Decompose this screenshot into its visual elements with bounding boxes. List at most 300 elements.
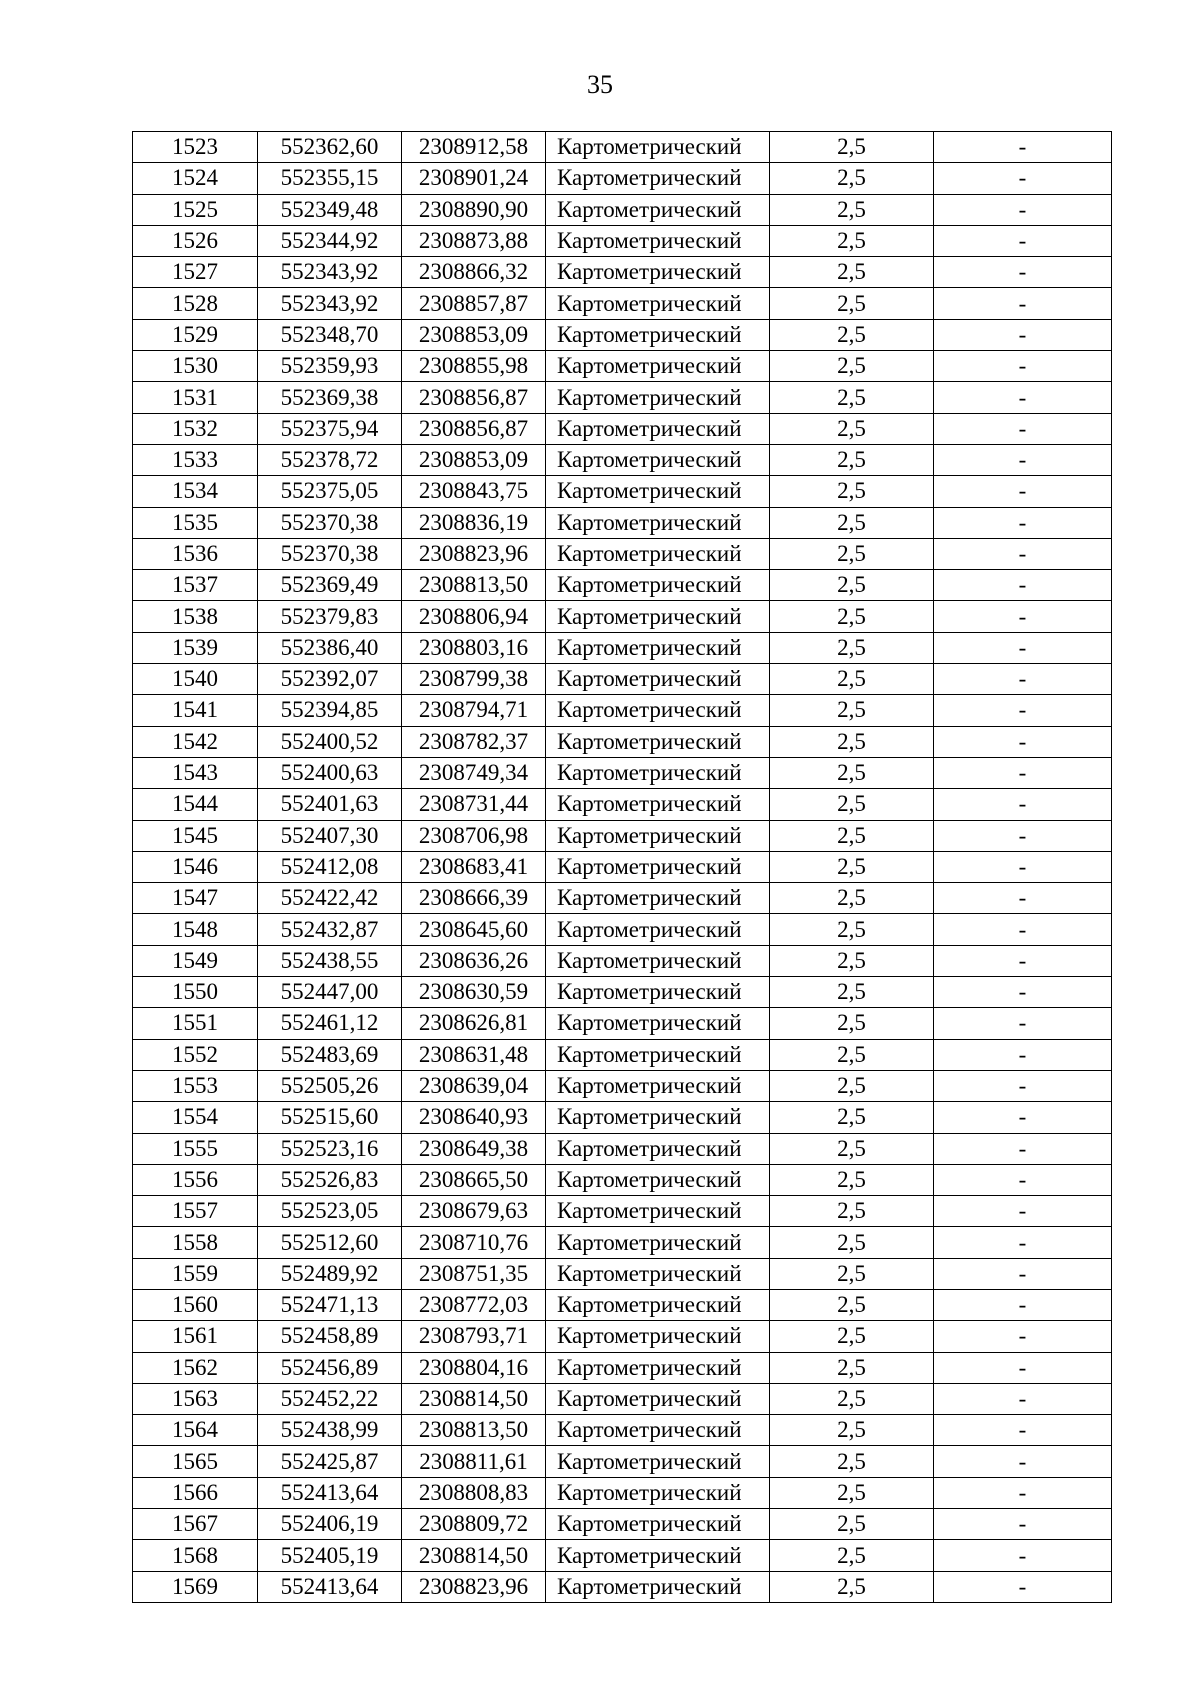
table-row (133, 413, 1112, 444)
x-coordinate-cell: 552438,55 (258, 945, 402, 976)
y-coordinate-cell: 2308640,93 (402, 1102, 546, 1133)
description-cell: - (934, 883, 1112, 914)
method-cell: Картометрический (546, 1446, 770, 1477)
accuracy-cell: 2,5 (770, 851, 934, 882)
point-number-cell: 1567 (133, 1509, 258, 1540)
table-row (133, 789, 1112, 820)
x-coordinate-cell: 552432,87 (258, 914, 402, 945)
table-row (133, 351, 1112, 382)
point-number-cell: 1533 (133, 444, 258, 475)
point-number-cell: 1557 (133, 1196, 258, 1227)
accuracy-cell: 2,5 (770, 351, 934, 382)
accuracy-cell: 2,5 (770, 413, 934, 444)
description-cell: - (934, 632, 1112, 663)
table-row (133, 1383, 1112, 1414)
method-cell: Картометрический (546, 726, 770, 757)
accuracy-cell: 2,5 (770, 757, 934, 788)
method-cell: Картометрический (546, 695, 770, 726)
point-number-cell: 1556 (133, 1164, 258, 1195)
point-number-cell: 1542 (133, 726, 258, 757)
accuracy-cell: 2,5 (770, 883, 934, 914)
table-row (133, 1196, 1112, 1227)
point-number-cell: 1562 (133, 1352, 258, 1383)
point-number-cell: 1538 (133, 601, 258, 632)
point-number-cell: 1528 (133, 288, 258, 319)
accuracy-cell: 2,5 (770, 695, 934, 726)
y-coordinate-cell: 2308794,71 (402, 695, 546, 726)
x-coordinate-cell: 552379,83 (258, 601, 402, 632)
method-cell: Картометрический (546, 1227, 770, 1258)
method-cell: Картометрический (546, 194, 770, 225)
table-row (133, 1164, 1112, 1195)
description-cell: - (934, 1321, 1112, 1352)
method-cell: Картометрический (546, 945, 770, 976)
description-cell: - (934, 664, 1112, 695)
point-number-cell: 1527 (133, 257, 258, 288)
y-coordinate-cell: 2308813,50 (402, 570, 546, 601)
description-cell: - (934, 1540, 1112, 1571)
y-coordinate-cell: 2308631,48 (402, 1039, 546, 1070)
coordinates-table (132, 131, 1112, 1603)
accuracy-cell: 2,5 (770, 382, 934, 413)
x-coordinate-cell: 552362,60 (258, 132, 402, 163)
point-number-cell: 1526 (133, 225, 258, 256)
description-cell: - (934, 288, 1112, 319)
method-cell: Картометрический (546, 757, 770, 788)
description-cell: - (934, 977, 1112, 1008)
y-coordinate-cell: 2308823,96 (402, 538, 546, 569)
description-cell: - (934, 413, 1112, 444)
table-row (133, 726, 1112, 757)
y-coordinate-cell: 2308855,98 (402, 351, 546, 382)
table-row (133, 914, 1112, 945)
point-number-cell: 1565 (133, 1446, 258, 1477)
description-cell: - (934, 851, 1112, 882)
method-cell: Картометрический (546, 1258, 770, 1289)
y-coordinate-cell: 2308806,94 (402, 601, 546, 632)
description-cell: - (934, 257, 1112, 288)
method-cell: Картометрический (546, 163, 770, 194)
accuracy-cell: 2,5 (770, 194, 934, 225)
x-coordinate-cell: 552425,87 (258, 1446, 402, 1477)
point-number-cell: 1544 (133, 789, 258, 820)
x-coordinate-cell: 552407,30 (258, 820, 402, 851)
description-cell: - (934, 757, 1112, 788)
method-cell: Картометрический (546, 883, 770, 914)
method-cell: Картометрический (546, 1540, 770, 1571)
point-number-cell: 1552 (133, 1039, 258, 1070)
description-cell: - (934, 1164, 1112, 1195)
x-coordinate-cell: 552394,85 (258, 695, 402, 726)
point-number-cell: 1539 (133, 632, 258, 663)
point-number-cell: 1549 (133, 945, 258, 976)
point-number-cell: 1537 (133, 570, 258, 601)
x-coordinate-cell: 552406,19 (258, 1509, 402, 1540)
table-row (133, 538, 1112, 569)
x-coordinate-cell: 552461,12 (258, 1008, 402, 1039)
accuracy-cell: 2,5 (770, 1258, 934, 1289)
table-row (133, 601, 1112, 632)
accuracy-cell: 2,5 (770, 1102, 934, 1133)
method-cell: Картометрический (546, 1383, 770, 1414)
y-coordinate-cell: 2308636,26 (402, 945, 546, 976)
y-coordinate-cell: 2308706,98 (402, 820, 546, 851)
description-cell: - (934, 914, 1112, 945)
point-number-cell: 1548 (133, 914, 258, 945)
accuracy-cell: 2,5 (770, 632, 934, 663)
method-cell: Картометрический (546, 851, 770, 882)
method-cell: Картометрический (546, 977, 770, 1008)
y-coordinate-cell: 2308836,19 (402, 507, 546, 538)
accuracy-cell: 2,5 (770, 1039, 934, 1070)
accuracy-cell: 2,5 (770, 789, 934, 820)
x-coordinate-cell: 552348,70 (258, 319, 402, 350)
y-coordinate-cell: 2308710,76 (402, 1227, 546, 1258)
method-cell: Картометрический (546, 1102, 770, 1133)
description-cell: - (934, 789, 1112, 820)
table-row (133, 225, 1112, 256)
y-coordinate-cell: 2308639,04 (402, 1070, 546, 1101)
accuracy-cell: 2,5 (770, 1446, 934, 1477)
x-coordinate-cell: 552471,13 (258, 1289, 402, 1320)
x-coordinate-cell: 552405,19 (258, 1540, 402, 1571)
accuracy-cell: 2,5 (770, 1008, 934, 1039)
point-number-cell: 1530 (133, 351, 258, 382)
method-cell: Картометрический (546, 1164, 770, 1195)
table-row (133, 1352, 1112, 1383)
accuracy-cell: 2,5 (770, 570, 934, 601)
y-coordinate-cell: 2308649,38 (402, 1133, 546, 1164)
description-cell: - (934, 1008, 1112, 1039)
x-coordinate-cell: 552370,38 (258, 507, 402, 538)
y-coordinate-cell: 2308804,16 (402, 1352, 546, 1383)
method-cell: Картометрический (546, 1415, 770, 1446)
y-coordinate-cell: 2308665,50 (402, 1164, 546, 1195)
method-cell: Картометрический (546, 257, 770, 288)
description-cell: - (934, 1196, 1112, 1227)
description-cell: - (934, 1070, 1112, 1101)
description-cell: - (934, 1352, 1112, 1383)
method-cell: Картометрический (546, 570, 770, 601)
y-coordinate-cell: 2308823,96 (402, 1571, 546, 1602)
table-row (133, 695, 1112, 726)
x-coordinate-cell: 552355,15 (258, 163, 402, 194)
accuracy-cell: 2,5 (770, 163, 934, 194)
x-coordinate-cell: 552400,63 (258, 757, 402, 788)
description-cell: - (934, 1509, 1112, 1540)
point-number-cell: 1568 (133, 1540, 258, 1571)
y-coordinate-cell: 2308799,38 (402, 664, 546, 695)
y-coordinate-cell: 2308683,41 (402, 851, 546, 882)
x-coordinate-cell: 552392,07 (258, 664, 402, 695)
method-cell: Картометрический (546, 132, 770, 163)
point-number-cell: 1531 (133, 382, 258, 413)
method-cell: Картометрический (546, 1039, 770, 1070)
x-coordinate-cell: 552344,92 (258, 225, 402, 256)
accuracy-cell: 2,5 (770, 601, 934, 632)
description-cell: - (934, 1446, 1112, 1477)
point-number-cell: 1541 (133, 695, 258, 726)
accuracy-cell: 2,5 (770, 1227, 934, 1258)
description-cell: - (934, 382, 1112, 413)
point-number-cell: 1560 (133, 1289, 258, 1320)
y-coordinate-cell: 2308630,59 (402, 977, 546, 1008)
x-coordinate-cell: 552343,92 (258, 257, 402, 288)
description-cell: - (934, 570, 1112, 601)
accuracy-cell: 2,5 (770, 1289, 934, 1320)
description-cell: - (934, 476, 1112, 507)
y-coordinate-cell: 2308890,90 (402, 194, 546, 225)
point-number-cell: 1540 (133, 664, 258, 695)
method-cell: Картометрический (546, 914, 770, 945)
table-row (133, 851, 1112, 882)
description-cell: - (934, 726, 1112, 757)
point-number-cell: 1566 (133, 1477, 258, 1508)
description-cell: - (934, 132, 1112, 163)
x-coordinate-cell: 552523,16 (258, 1133, 402, 1164)
description-cell: - (934, 351, 1112, 382)
description-cell: - (934, 319, 1112, 350)
point-number-cell: 1534 (133, 476, 258, 507)
x-coordinate-cell: 552412,08 (258, 851, 402, 882)
x-coordinate-cell: 552452,22 (258, 1383, 402, 1414)
point-number-cell: 1524 (133, 163, 258, 194)
table-row (133, 163, 1112, 194)
x-coordinate-cell: 552369,38 (258, 382, 402, 413)
y-coordinate-cell: 2308853,09 (402, 444, 546, 475)
description-cell: - (934, 194, 1112, 225)
y-coordinate-cell: 2308809,72 (402, 1509, 546, 1540)
method-cell: Картометрический (546, 664, 770, 695)
accuracy-cell: 2,5 (770, 1070, 934, 1101)
accuracy-cell: 2,5 (770, 914, 934, 945)
y-coordinate-cell: 2308901,24 (402, 163, 546, 194)
y-coordinate-cell: 2308856,87 (402, 382, 546, 413)
description-cell: - (934, 1133, 1112, 1164)
x-coordinate-cell: 552438,99 (258, 1415, 402, 1446)
y-coordinate-cell: 2308782,37 (402, 726, 546, 757)
method-cell: Картометрический (546, 601, 770, 632)
table-row (133, 288, 1112, 319)
point-number-cell: 1529 (133, 319, 258, 350)
point-number-cell: 1569 (133, 1571, 258, 1602)
description-cell: - (934, 1102, 1112, 1133)
method-cell: Картометрический (546, 319, 770, 350)
table-row (133, 1039, 1112, 1070)
description-cell: - (934, 601, 1112, 632)
x-coordinate-cell: 552378,72 (258, 444, 402, 475)
accuracy-cell: 2,5 (770, 538, 934, 569)
method-cell: Картометрический (546, 225, 770, 256)
x-coordinate-cell: 552413,64 (258, 1477, 402, 1508)
point-number-cell: 1545 (133, 820, 258, 851)
x-coordinate-cell: 552523,05 (258, 1196, 402, 1227)
y-coordinate-cell: 2308793,71 (402, 1321, 546, 1352)
point-number-cell: 1553 (133, 1070, 258, 1101)
x-coordinate-cell: 552483,69 (258, 1039, 402, 1070)
accuracy-cell: 2,5 (770, 1509, 934, 1540)
x-coordinate-cell: 552447,00 (258, 977, 402, 1008)
y-coordinate-cell: 2308811,61 (402, 1446, 546, 1477)
accuracy-cell: 2,5 (770, 225, 934, 256)
y-coordinate-cell: 2308813,50 (402, 1415, 546, 1446)
accuracy-cell: 2,5 (770, 945, 934, 976)
accuracy-cell: 2,5 (770, 1540, 934, 1571)
method-cell: Картометрический (546, 820, 770, 851)
y-coordinate-cell: 2308803,16 (402, 632, 546, 663)
point-number-cell: 1554 (133, 1102, 258, 1133)
y-coordinate-cell: 2308645,60 (402, 914, 546, 945)
table-row (133, 132, 1112, 163)
accuracy-cell: 2,5 (770, 476, 934, 507)
accuracy-cell: 2,5 (770, 1321, 934, 1352)
x-coordinate-cell: 552505,26 (258, 1070, 402, 1101)
method-cell: Картометрический (546, 413, 770, 444)
description-cell: - (934, 1289, 1112, 1320)
y-coordinate-cell: 2308814,50 (402, 1540, 546, 1571)
method-cell: Картометрический (546, 1352, 770, 1383)
y-coordinate-cell: 2308626,81 (402, 1008, 546, 1039)
point-number-cell: 1559 (133, 1258, 258, 1289)
table-row (133, 1446, 1112, 1477)
point-number-cell: 1535 (133, 507, 258, 538)
table-row (133, 1070, 1112, 1101)
method-cell: Картометрический (546, 288, 770, 319)
x-coordinate-cell: 552512,60 (258, 1227, 402, 1258)
y-coordinate-cell: 2308853,09 (402, 319, 546, 350)
table-row (133, 194, 1112, 225)
description-cell: - (934, 507, 1112, 538)
accuracy-cell: 2,5 (770, 1415, 934, 1446)
point-number-cell: 1543 (133, 757, 258, 788)
accuracy-cell: 2,5 (770, 132, 934, 163)
point-number-cell: 1547 (133, 883, 258, 914)
description-cell: - (934, 444, 1112, 475)
point-number-cell: 1561 (133, 1321, 258, 1352)
y-coordinate-cell: 2308749,34 (402, 757, 546, 788)
x-coordinate-cell: 552401,63 (258, 789, 402, 820)
table-row (133, 632, 1112, 663)
table-row (133, 1321, 1112, 1352)
x-coordinate-cell: 552456,89 (258, 1352, 402, 1383)
description-cell: - (934, 163, 1112, 194)
method-cell: Картометрический (546, 1571, 770, 1602)
method-cell: Картометрический (546, 632, 770, 663)
method-cell: Картометрический (546, 351, 770, 382)
method-cell: Картометрический (546, 1509, 770, 1540)
method-cell: Картометрический (546, 1008, 770, 1039)
table-row (133, 1133, 1112, 1164)
description-cell: - (934, 1415, 1112, 1446)
x-coordinate-cell: 552526,83 (258, 1164, 402, 1195)
description-cell: - (934, 1258, 1112, 1289)
point-number-cell: 1550 (133, 977, 258, 1008)
table-row (133, 476, 1112, 507)
accuracy-cell: 2,5 (770, 1133, 934, 1164)
description-cell: - (934, 1571, 1112, 1602)
description-cell: - (934, 1227, 1112, 1258)
y-coordinate-cell: 2308912,58 (402, 132, 546, 163)
description-cell: - (934, 1383, 1112, 1414)
x-coordinate-cell: 552489,92 (258, 1258, 402, 1289)
accuracy-cell: 2,5 (770, 1196, 934, 1227)
table-row (133, 1571, 1112, 1602)
y-coordinate-cell: 2308856,87 (402, 413, 546, 444)
table-row (133, 977, 1112, 1008)
table-row (133, 570, 1112, 601)
page-number: 35 (587, 70, 613, 99)
method-cell: Картометрический (546, 444, 770, 475)
method-cell: Картометрический (546, 382, 770, 413)
description-cell: - (934, 1477, 1112, 1508)
description-cell: - (934, 695, 1112, 726)
y-coordinate-cell: 2308731,44 (402, 789, 546, 820)
table-row (133, 1477, 1112, 1508)
table-row (133, 757, 1112, 788)
table-row (133, 319, 1112, 350)
x-coordinate-cell: 552422,42 (258, 883, 402, 914)
point-number-cell: 1546 (133, 851, 258, 882)
accuracy-cell: 2,5 (770, 319, 934, 350)
table-row (133, 1415, 1112, 1446)
description-cell: - (934, 1039, 1112, 1070)
accuracy-cell: 2,5 (770, 257, 934, 288)
y-coordinate-cell: 2308843,75 (402, 476, 546, 507)
y-coordinate-cell: 2308751,35 (402, 1258, 546, 1289)
y-coordinate-cell: 2308866,32 (402, 257, 546, 288)
x-coordinate-cell: 552375,94 (258, 413, 402, 444)
method-cell: Картометрический (546, 1321, 770, 1352)
x-coordinate-cell: 552400,52 (258, 726, 402, 757)
accuracy-cell: 2,5 (770, 820, 934, 851)
accuracy-cell: 2,5 (770, 1164, 934, 1195)
x-coordinate-cell: 552458,89 (258, 1321, 402, 1352)
description-cell: - (934, 820, 1112, 851)
method-cell: Картометрический (546, 1133, 770, 1164)
x-coordinate-cell: 552413,64 (258, 1571, 402, 1602)
point-number-cell: 1536 (133, 538, 258, 569)
y-coordinate-cell: 2308814,50 (402, 1383, 546, 1414)
point-number-cell: 1564 (133, 1415, 258, 1446)
x-coordinate-cell: 552349,48 (258, 194, 402, 225)
description-cell: - (934, 225, 1112, 256)
table-row (133, 507, 1112, 538)
table-row (133, 1227, 1112, 1258)
method-cell: Картометрический (546, 789, 770, 820)
accuracy-cell: 2,5 (770, 1571, 934, 1602)
point-number-cell: 1523 (133, 132, 258, 163)
table-row (133, 257, 1112, 288)
table-row (133, 1540, 1112, 1571)
description-cell: - (934, 538, 1112, 569)
method-cell: Картометрический (546, 476, 770, 507)
table-row (133, 1008, 1112, 1039)
accuracy-cell: 2,5 (770, 444, 934, 475)
y-coordinate-cell: 2308857,87 (402, 288, 546, 319)
point-number-cell: 1558 (133, 1227, 258, 1258)
x-coordinate-cell: 552369,49 (258, 570, 402, 601)
x-coordinate-cell: 552370,38 (258, 538, 402, 569)
table-row (133, 1102, 1112, 1133)
method-cell: Картометрический (546, 507, 770, 538)
x-coordinate-cell: 552515,60 (258, 1102, 402, 1133)
method-cell: Картометрический (546, 1070, 770, 1101)
table-row (133, 883, 1112, 914)
y-coordinate-cell: 2308808,83 (402, 1477, 546, 1508)
method-cell: Картометрический (546, 538, 770, 569)
table-row (133, 444, 1112, 475)
table-row (133, 1258, 1112, 1289)
